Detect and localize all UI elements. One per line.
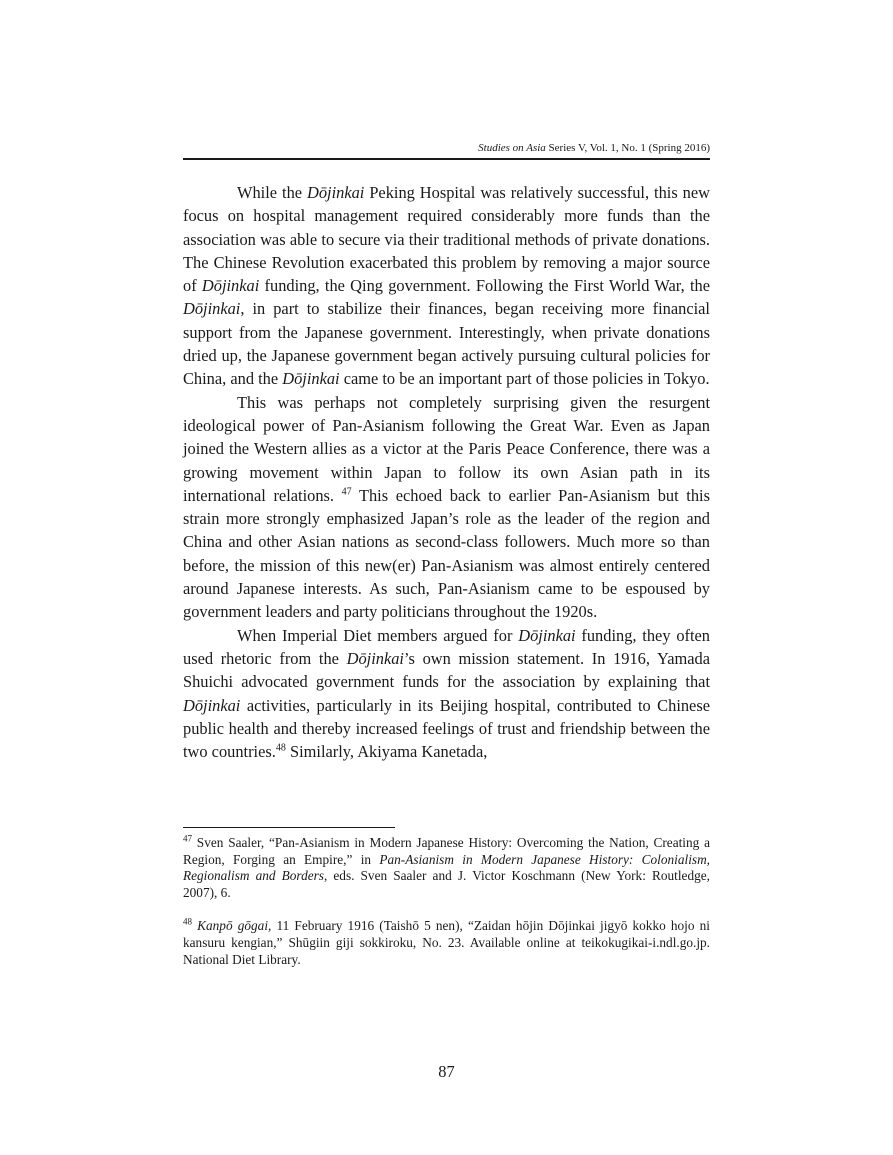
text-run: While the [237,183,307,202]
footnote-text: , eds. Sven Saaler and J. Victor Koschmann (New York: Routledge, 2007), 6. [183,868,710,900]
text-run: When Imperial Diet members argued for [237,625,519,645]
paragraph-3 [183,624,710,764]
footnote-47 [183,835,710,901]
italic-term: Dōjinkai [183,695,241,715]
footnote-rule [183,827,395,828]
footnote-ref-47[interactable]: 47 [341,486,352,498]
footnote-number: 47 [183,833,192,844]
body-text [183,181,710,763]
footnote-book-title: Pan-Asianism in Modern Japanese History: Colonialism, Regionalism and Borders [183,851,710,884]
footnotes [183,835,710,985]
footnote-ref-48[interactable]: 48 [275,742,286,754]
footnote-text: Sven Saaler, “Pan-Asianism in Modern Japanese History: Overcoming the Nation, Creating a Region, Forging an Empire,” in [183,835,710,867]
text-run: This was perhaps not completely surprising given the resurgent ideological power of Pan-Asianism following the Great War. Even as Japan joined the Western allies as a victor at the Paris Peace Conference, there was a growing movement within Japan to follow its own Asian path in its international relations. [183,392,710,505]
italic-term: Dōjinkai [282,369,340,389]
text-run: funding, the Qing government. Following the First World War, the [259,276,710,296]
page-number: 87 [438,1062,455,1081]
italic-term: Dōjinkai [201,276,260,296]
text-run: activities, particularly in its Beijing hospital, contributed to Chinese public health and thereby increased feelings of trust and friendship between the two countries. [183,695,710,762]
italic-term: Dōjinkai [183,299,241,319]
text-run: came to be an important part of those policies in Tokyo. [339,369,710,389]
footnote-48 [183,918,710,968]
footnote-source-title: Kanpō gōgai, [197,918,272,934]
text-run: Similarly, Akiyama Kanetada, [285,742,488,762]
text-run: , in part to stabilize their finances, began receiving more financial support from the Japanese government. Interestingly, when private donations dried up, the Japanese government began actively pursuing cultural policies for China, and the [183,299,710,389]
journal-issue: Series V, Vol. 1, No. 1 (Spring 2016) [548,142,710,154]
text-run: Peking Hospital was relatively successful, this new focus on hospital management required considerably more funds than the association was able to secure via their traditional methods of private donations. The Chinese Revolution exacerbated this problem by removing a major source of [183,183,710,296]
italic-term: Dōjinkai [307,183,365,202]
header-rule [183,158,710,160]
text-run: This echoed back to earlier Pan-Asianism but this strain more strongly emphasized Japan’s role as the leader of the region and China and other Asian nations as second-class followers. Much more so than before, the mission of this new(er) Pan-Asianism was almost entirely centered around Japanese interests. As such, Pan-Asianism came to be espoused by government leaders and party politicians throughout the 1920s. [183,485,710,622]
text-run: ’s own mission statement. In 1916, Yamada Shuichi advocated government funds for the association by explaining that [183,648,710,692]
journal-title: Studies on Asia [478,142,546,154]
running-header [183,141,710,155]
footnote-text: 11 February 1916 (Taishō 5 nen), “Zaidan hōjin Dōjinkai jigyō kokko hojo ni kansuru kengian,” Shūgiin giji sokkiroku, No. 23. Available online at teikokugikai-i.ndl.go.jp. National Diet Library. [183,918,710,967]
italic-term: Dōjinkai [346,648,404,668]
paragraph-1 [183,181,710,391]
italic-term: Dōjinkai [518,625,576,645]
footnote-number: 48 [183,916,192,927]
text-run: funding, they often used rhetoric from the [183,625,711,668]
paragraph-2 [183,391,710,624]
